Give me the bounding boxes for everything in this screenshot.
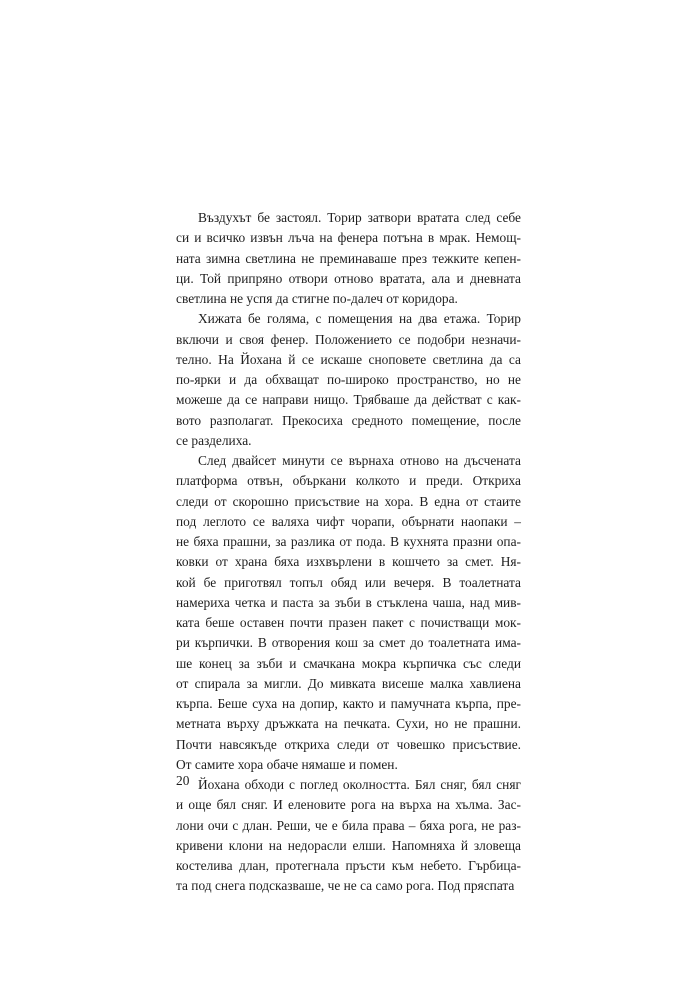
paragraph (176, 451, 521, 775)
text-line: метната върху дръжката на печката. Сухи, но не прашни. (176, 716, 521, 732)
text-line: Йохана обходи с поглед околността. Бял сняг, бял сняг (198, 777, 521, 792)
text-line: ше конец за зъби и смачкана мокра кърпичка със следи (176, 655, 521, 671)
text-line: по-ярки и да обхващат по-широко пространство, но не (176, 372, 521, 387)
paragraph (176, 775, 521, 897)
text-line: ковки от храна бяха изхвърлени в кошчето за смет. Ня- (176, 554, 521, 570)
paragraph (176, 208, 521, 309)
text-line: кърпа. Беше суха на допир, както и памучната кърпа, пре- (176, 696, 521, 711)
text-line: Хижата бе голяма, с помещения на два етажа. Торир (198, 311, 521, 327)
text-line: Въздухът бе застоял. Торир затвори вратата след себе (198, 210, 521, 225)
text-line: След двайсет минути се върнаха отново на дъсчената (198, 453, 521, 468)
text-line: От самите хора обаче нямаше и помен. (176, 756, 398, 772)
text-line: телно. На Йохана й се искаше сноповете светлина да са (176, 351, 521, 367)
text-line: платформа отвън, объркани колкото и преди. Откриха (176, 473, 521, 489)
text-line: не бяха прашни, за разлика от пода. В кухнята празни опа- (176, 534, 521, 549)
body-text (176, 208, 521, 897)
text-line: следи от скорошно присъствие на хора. В една от стаите (176, 493, 521, 509)
text-line: от спирала за мигли. До мивката висеше малка хавлиена (176, 675, 521, 691)
text-line: лони очи с длан. Реши, че е била права – бяха рога, не раз- (176, 817, 521, 833)
text-line: костелива длан, протегнала пръсти към небето. Гърбица- (176, 858, 521, 873)
text-line: та под снега подсказваше, че не са само рога. Под пряспата (176, 878, 515, 894)
text-line: под леглото се валяха чифт чорапи, обърнати наопаки – (176, 513, 521, 529)
text-line: Почти навсякъде откриха следи от човешко присъствие. (176, 736, 521, 752)
text-line: светлина не успя да стигне по-далеч от коридора. (176, 291, 458, 306)
text-line: ри кърпички. В отворения кош за смет до тоалетната има- (176, 635, 521, 651)
text-line: вото разполагат. Прекосиха средното помещение, после (176, 412, 521, 428)
text-line: кой бе приготвял топъл обяд или вечеря. В тоалетната (176, 574, 521, 590)
text-line: ци. Той припряно отвори отново вратата, ала и дневната (176, 270, 521, 286)
text-line: се разделиха. (176, 432, 252, 448)
page-number: 20 (176, 773, 190, 788)
text-line: можеше да се направи нищо. Трябваше да действат с как- (176, 392, 521, 408)
paragraph (176, 309, 521, 451)
text-line: ната зимна светлина не преминаваше през тежките кепен- (176, 250, 521, 266)
text-line: намериха четка и паста за зъби в стъклена чаша, над мив- (176, 594, 521, 610)
text-line: кривени клони на недорасли елши. Напомняха й зловеща (176, 837, 521, 853)
text-line: ката беше оставен почти празен пакет с почистващи мок- (176, 615, 521, 630)
text-line: си и всичко извън лъча на фенера потъна в мрак. Немощ- (176, 230, 521, 246)
text-line: включи и своя фенер. Положението се подобри незначи- (176, 331, 521, 347)
text-line: и още бял сняг. И еленовите рога на върха на хълма. Зас- (176, 797, 521, 813)
